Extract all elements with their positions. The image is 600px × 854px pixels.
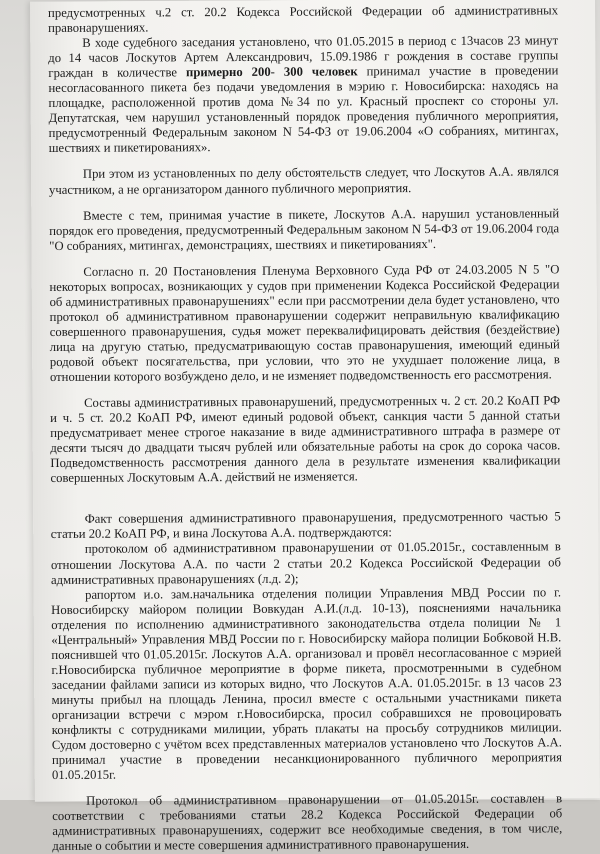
paragraph-court-finding bbox=[48, 33, 559, 156]
document-page bbox=[48, 3, 562, 854]
paragraph-protocol-evidence: протоколом об административном правонарушении от 01.05.2015г., составленным в отношении Лоскутова А.А. по части 2 статьи 20.2 Кодекса Российской Федерации об административных правонарушениях (л.д. 2); bbox=[50, 539, 561, 587]
paragraph-court-finding-end: принимал участие в проведении несогласованного пикета без подачи уведомления в мэрию г. Новосибирска: находясь на площадке, расположенной против дома №34 по ул. Красный проспект со стороны ул. Депутатская, чем нарушил установленный порядок проведения публичного мероприятия, предусмотренный Федеральным законом N 54-ФЗ от 19.06.2004 «О собраниях, митингах, шествиях и пикетированиях». bbox=[48, 63, 559, 156]
paragraph-report-evidence: рапортом и.о. зам.начальника отделения полиции Управления МВД России по г. Новосибирску майором полиции Вовкудан А.И.(л.д. 10-13), пояснениями начальника отделения по исполнению административного законодательства отдела полиции № 1 «Центральный» Управления МВД России по г. Новосибирску майора полиции Бобковой Н.В. пояснившей что 01.05.2015г. Лоскутов А.А. организовал и провёл несогласованное с мэрией г.Новосибирска публичное мероприятие в форме пикета, просмотренными в судебном заседании файлами записи из которых видно, что Лоскутов А.А. 01.05.2015г. в 13 часов 23 минуты прибыл на площадь Ленина, просил вместе с остальными участниками пикета организации встречи с мэром г.Новосибирска, просил собравшихся не провоцировать конфликты с сотрудниками милиции, убрать плакаты на просьбу сотрудников милиции. Судом достоверно с учётом всех представленных материалов установлено что Лоскутов А.А. принимал участие в проведении несанкционированного публичного мероприятия 01.05.2015г. bbox=[51, 584, 562, 783]
paragraph-violation: Вместе с тем, принимая участие в пикете, Лоскутов А.А. нарушил установленный порядок его проведения, предусмотренный Федеральным законом N 54-ФЗ от 19.06.2004 года "О собраниях, митингах, демонстрациях, шествиях и пикетированиях". bbox=[49, 205, 560, 253]
paragraph-continuation: предусмотренных ч.2 ст. 20.2 Кодекса Российской Федерации об административных правонарушениях. bbox=[48, 3, 559, 36]
paragraph-protocol-compliance: Протокол об административном правонарушении от 01.05.2015г. составлен в соответствии с требованиями статьи 28.2 Кодекса Российской Федерации об административных правонарушениях, содержит все необходимые сведения, в том числе, данные о событии и месте совершения административного правонарушения. bbox=[52, 791, 563, 854]
paragraph-requalification: Составы административных правонарушений, предусмотренных ч. 2 ст. 20.2 КоАП РФ и ч. 5 ст. 20.2 КоАП РФ, имеют единый родовой объект, санкция части 5 данной статьи предусматривает менее строгое наказание в виде административного штрафа в размере от десяти тысяч до двадцати тысяч рублей или обязательные работы на срок до сорока часов. Подведомственность рассмотрения данного дела в результате изменения квалификации совершенных Лоскутовым А.А. действий не изменяется. bbox=[50, 393, 561, 486]
participants-count: примерно 200- 300 человек bbox=[185, 64, 358, 80]
paragraph-court-finding-start: В ходе судебного заседания установлено, что 01.05.2015 в период с 13часов 23 минут до 14 часов Лоскутов Артем Александрович, 15.09.1986 г рождения в составе группы граждан в количестве bbox=[48, 33, 559, 81]
paragraph-plenum-ruling: Согласно п. 20 Постановления Пленума Верховного Суда РФ от 24.03.2005 N 5 "О некоторых вопросах, возникающих у судов при применении Кодекса Российской Федерации об административных правонарушениях" если при рассмотрении дела будет установлено, что протокол об административном правонарушении содержит неправильную квалификацию совершенного правонарушения, судья может переквалифицировать действия (бездействие) лица на другую статью, предусматривающую состав правонарушения, имеющий единый родовой объект посягательства, при условии, что это не ухудшает положение лица, в отношении которого возбуждено дело, и не изменяет подведомственность его рассмотрения. bbox=[49, 262, 560, 385]
paragraph-evidence-intro: Факт совершения административного правонарушения, предусмотренного частью 5 статьи 20.2 КоАП РФ, и вина Лоскутова А.А. подтверждаются: bbox=[50, 509, 561, 542]
paragraph-participant-status: При этом из установленных по делу обстоятельств следует, что Лоскутов А.А. являлся участником, а не организатором данного публичного мероприятия. bbox=[48, 164, 559, 197]
